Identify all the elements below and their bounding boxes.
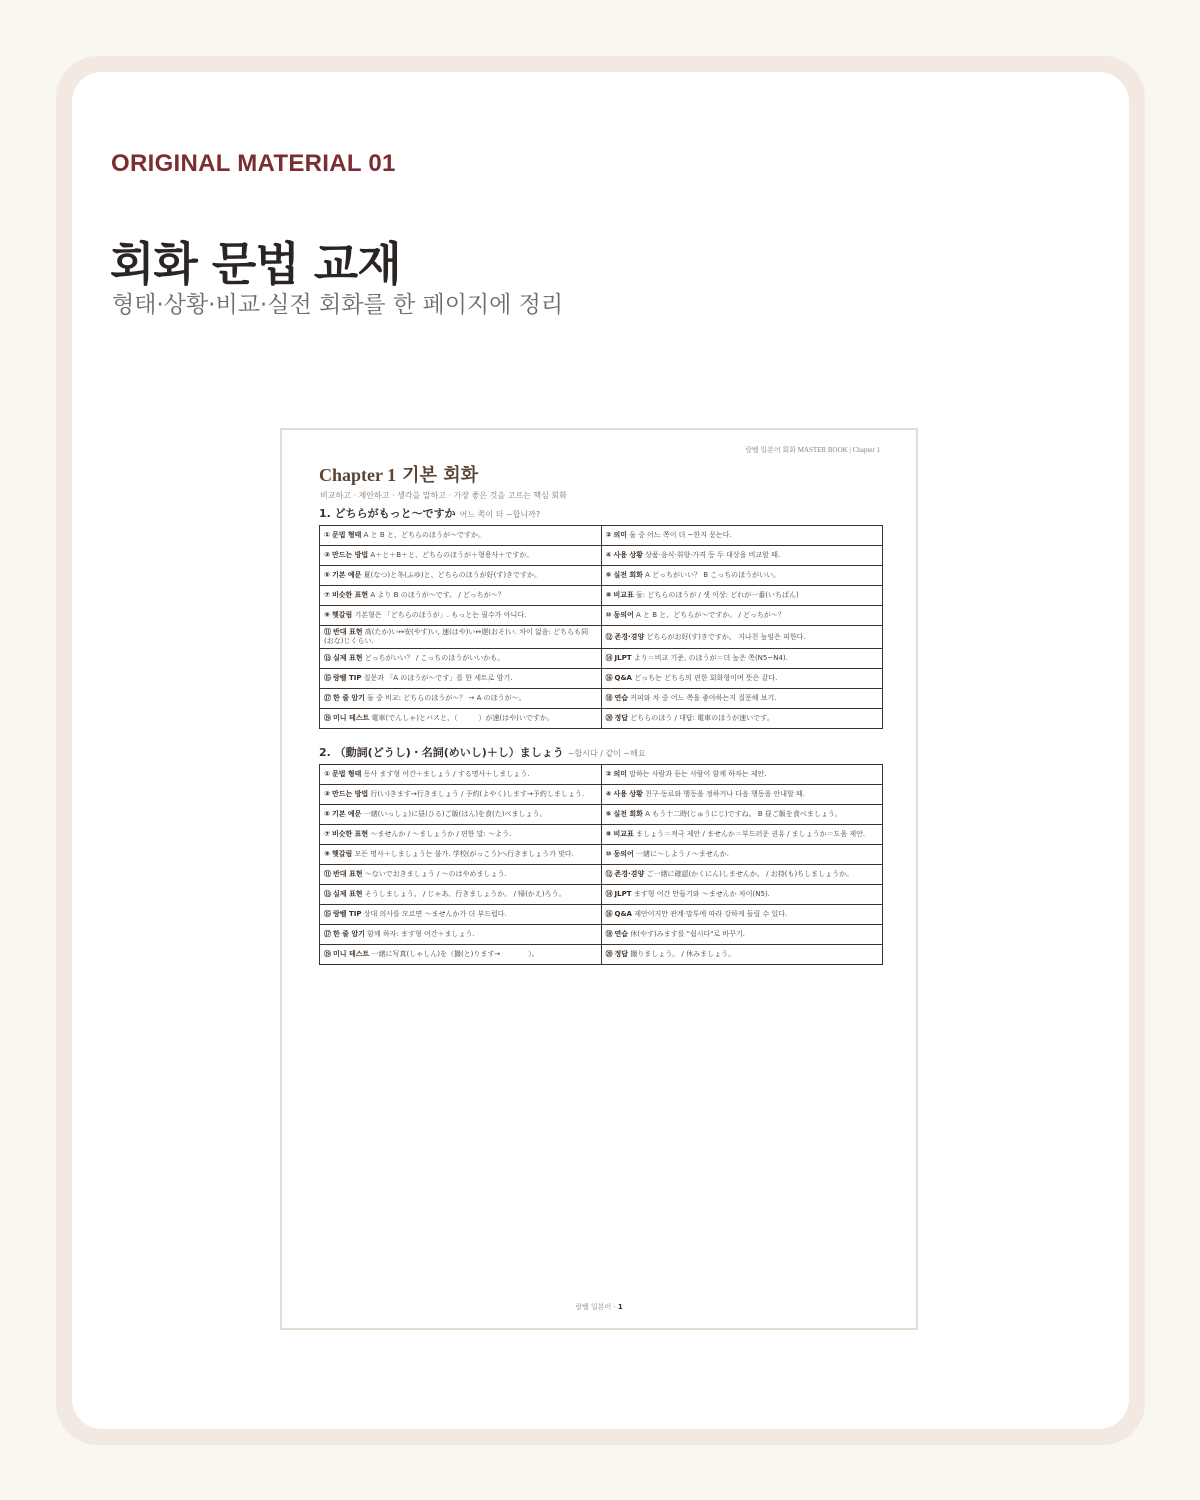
table-cell xyxy=(320,566,602,586)
item-number: ① xyxy=(324,770,330,778)
item-key: 정답 xyxy=(614,950,629,958)
page-title: 회화 문법 교재 xyxy=(110,237,401,291)
item-number: ⑯ xyxy=(605,674,613,682)
table-cell xyxy=(601,526,883,546)
item-text: 둘 중 비교: どちらのほうが〜？ → A のほうが〜。 xyxy=(367,694,526,702)
item-number: ① xyxy=(324,531,330,539)
table-cell xyxy=(601,825,883,845)
item-text: 一緒(いっしょ)に昼(ひる)ご飯(はん)を食(た)べましょう。 xyxy=(363,810,547,818)
item-key: 연습 xyxy=(614,694,629,702)
item-text: そうしましょう。 / じゃあ、行きましょうか。 / 帰(かえ)ろう。 xyxy=(364,890,566,898)
item-key: 실전 회화 xyxy=(613,810,643,818)
table-cell xyxy=(601,785,883,805)
item-key: 존경·겸양 xyxy=(614,632,645,641)
item-text: 夏(なつ)と冬(ふゆ)と、どちらのほうが好(す)きですか。 xyxy=(363,571,542,579)
item-key: 반대 표현 xyxy=(333,870,363,878)
item-key: 정답 xyxy=(614,714,629,722)
item-key: JLPT xyxy=(614,890,632,898)
grammar-table xyxy=(319,764,883,965)
table-cell xyxy=(601,566,883,586)
item-number: ⑦ xyxy=(324,830,330,838)
item-key: 실제 표현 xyxy=(333,654,363,662)
table-cell xyxy=(320,905,602,925)
running-head: 랑벨 일본어 회화 MASTER BOOK | Chapter 1 xyxy=(745,446,880,454)
item-text: どっちがいい？ / こっちのほうがいいかも。 xyxy=(364,654,505,662)
item-number: ⑥ xyxy=(605,810,612,818)
table-cell xyxy=(601,865,883,885)
item-number: ⑳ xyxy=(605,714,613,722)
grammar-table-body xyxy=(320,526,883,729)
table-row xyxy=(320,945,883,965)
document-preview xyxy=(280,428,918,1330)
item-key: 한 줄 암기 xyxy=(333,694,365,702)
chapter-label: Chapter 1 xyxy=(319,465,397,485)
table-cell xyxy=(320,689,602,709)
item-number: ⑳ xyxy=(605,950,613,958)
item-text: A＋と＋B＋と、どちらのほうが＋형용사＋ですか。 xyxy=(370,551,534,559)
item-text: どちらがお好(す)きですか。 지나친 높임은 피한다. xyxy=(646,632,806,641)
table-cell xyxy=(320,546,602,566)
item-number: ⑦ xyxy=(324,591,330,599)
table-row xyxy=(320,925,883,945)
item-text: 상품·음식·취향·가격 등 두 대상을 비교할 때. xyxy=(645,551,781,559)
item-text: ご一緒に確認(かくにん)しませんか。 / お持(も)ちしましょうか。 xyxy=(646,870,854,878)
item-key: 실전 회화 xyxy=(613,571,643,579)
table-cell xyxy=(320,945,602,965)
item-key: Q&A xyxy=(614,674,632,682)
item-key: 기본 예문 xyxy=(331,571,362,579)
item-text: 行(い)きます→行きましょう / 予約(よやく)します→予約しましょう. xyxy=(370,790,585,798)
table-cell xyxy=(601,649,883,669)
table-row xyxy=(320,546,883,566)
item-number: ⑪ xyxy=(324,870,331,878)
item-key: 헷갈림 xyxy=(331,611,353,619)
table-cell xyxy=(320,925,602,945)
footer-brand: 랑벨 일본어 xyxy=(575,1303,612,1311)
item-text: 둘 중 어느 쪽이 더 ~한지 묻는다. xyxy=(629,531,732,539)
item-text: より＝비교 기준, のほうが＝더 높은 쪽(N5~N4). xyxy=(633,654,788,662)
table-cell xyxy=(601,905,883,925)
item-number: ② xyxy=(605,770,612,778)
section-gloss: 어느 쪽이 더 ~합니까? xyxy=(459,510,541,519)
item-text: 一緒に写真(しゃしん)を（撮(と)ります→ ）。 xyxy=(371,950,539,958)
item-text: A と B と、どちらのほうが〜ですか。 xyxy=(363,531,485,539)
item-number: ⑩ xyxy=(605,850,612,858)
item-text: 말하는 사람과 듣는 사람이 함께 하자는 제안. xyxy=(629,770,767,778)
item-number: ⑱ xyxy=(605,930,613,938)
item-text: A どっちがいい？ B こっちのほうがいい。 xyxy=(645,571,781,579)
table-cell xyxy=(601,765,883,785)
table-cell xyxy=(320,865,602,885)
item-text: 기본형은 「どちらのほうが」. もっと는 필수가 아니다. xyxy=(354,611,527,619)
section-title: 1. どちらがもっと〜ですか xyxy=(319,507,456,520)
item-text: A と B と、どちらが〜ですか。 / どっちが〜？ xyxy=(635,611,785,619)
chapter-title xyxy=(319,461,478,487)
table-row xyxy=(320,885,883,905)
section-heading xyxy=(319,744,646,760)
item-key: 만드는 방법 xyxy=(331,790,369,798)
grammar-table xyxy=(319,525,883,729)
item-key: 기본 예문 xyxy=(331,810,362,818)
item-text: 〜ませんか / 〜ましょうか / 편한 말: 〜よう. xyxy=(370,830,512,838)
table-cell xyxy=(320,669,602,689)
item-number: ⑤ xyxy=(324,810,330,818)
item-key: 비슷한 표현 xyxy=(331,830,369,838)
item-text: 둘: どちらのほうが / 셋 이상: どれが一番(いちばん) xyxy=(635,591,799,599)
item-number: ⑪ xyxy=(324,628,331,636)
item-text: 모든 명사＋しましょう는 불가. 学校(がっこう)へ行きましょう가 맞다. xyxy=(354,850,574,858)
section-gloss: ~합시다 / 같이 ~해요 xyxy=(567,749,646,758)
table-cell xyxy=(601,925,883,945)
item-text: A もう十二時(じゅうにじ)ですね。 B 昼ご飯を食べましょう。 xyxy=(645,810,842,818)
item-number: ⑨ xyxy=(324,611,330,619)
item-text: 一緒に〜しよう / 〜ませんか. xyxy=(635,850,730,858)
table-cell xyxy=(320,825,602,845)
item-text: 〜ないでおきましょう / 〜のはやめましょう. xyxy=(364,870,507,878)
table-row xyxy=(320,669,883,689)
item-key: 의미 xyxy=(613,531,627,539)
item-text: A より B のほうが〜です。 / どっちが〜？ xyxy=(370,591,505,599)
table-cell xyxy=(601,606,883,626)
item-number: ⑮ xyxy=(324,674,331,682)
table-cell xyxy=(320,606,602,626)
table-cell xyxy=(320,526,602,546)
item-number: ⑰ xyxy=(324,694,331,702)
table-row xyxy=(320,649,883,669)
item-text: 電車(でんしゃ)とバスと、（ ）が速(はや)いですか。 xyxy=(371,714,554,722)
item-number: ⑧ xyxy=(605,830,612,838)
table-row xyxy=(320,805,883,825)
table-row xyxy=(320,865,883,885)
item-text: 제안이지만 관계·말투에 따라 강하게 들릴 수 있다. xyxy=(634,910,788,918)
item-key: 의미 xyxy=(613,770,627,778)
item-key: 비교표 xyxy=(613,830,634,838)
item-key: 랑벨 TIP xyxy=(333,910,362,918)
item-number: ⑧ xyxy=(605,591,612,599)
item-key: 연습 xyxy=(614,930,629,938)
item-number: ③ xyxy=(324,790,330,798)
item-key: 존경·겸양 xyxy=(614,870,645,878)
table-row xyxy=(320,765,883,785)
item-key: 실제 표현 xyxy=(333,890,363,898)
table-cell xyxy=(320,709,602,729)
table-cell xyxy=(601,805,883,825)
table-row xyxy=(320,825,883,845)
item-number: ④ xyxy=(605,790,612,798)
item-text: どっち는 どちら의 편한 회화형이며 뜻은 같다. xyxy=(634,674,778,682)
item-number: ⑨ xyxy=(324,850,330,858)
table-cell xyxy=(601,945,883,965)
item-text: 撮りましょう。 / 休みましょう。 xyxy=(630,950,736,958)
item-number: ⑩ xyxy=(605,611,612,619)
page-subtitle: 형태·상황·비교·실전 회화를 한 페이지에 정리 xyxy=(112,292,564,318)
item-number: ⑯ xyxy=(605,910,613,918)
table-cell xyxy=(320,885,602,905)
table-cell xyxy=(601,586,883,606)
item-number: ⑫ xyxy=(605,870,613,878)
item-key: 랑벨 TIP xyxy=(333,674,362,682)
eyebrow-label: ORIGINAL MATERIAL 01 xyxy=(111,150,396,177)
item-text: どちらのほう / 대답: 電車のほうが速いです。 xyxy=(630,714,774,722)
item-text: 질문과 「A のほうが〜です」를 한 세트로 암기. xyxy=(363,674,513,682)
item-key: 미니 테스트 xyxy=(333,714,370,722)
item-number: ⑲ xyxy=(324,950,331,958)
table-cell xyxy=(601,669,883,689)
item-key: 사용 상황 xyxy=(613,790,643,798)
item-key: 동의어 xyxy=(613,611,634,619)
table-row xyxy=(320,845,883,865)
item-key: 한 줄 암기 xyxy=(333,930,365,938)
section-title: 2. （動詞(どうし)・名詞(めいし)＋し）ましょう xyxy=(319,746,564,759)
item-key: 미니 테스트 xyxy=(333,950,370,958)
item-text: ます형 어간 만들기와 〜ませんか 차이(N5). xyxy=(633,890,770,898)
table-cell xyxy=(320,765,602,785)
item-key: 비교표 xyxy=(613,591,634,599)
item-text: 친구·동료와 행동을 정하거나 다음 행동을 안내할 때. xyxy=(645,790,805,798)
item-number: ⑭ xyxy=(605,890,613,898)
item-number: ② xyxy=(605,531,612,539)
table-row xyxy=(320,626,883,649)
page-footer: 랑벨 일본어 · 1 xyxy=(575,1303,623,1311)
item-key: Q&A xyxy=(614,910,632,918)
item-key: 헷갈림 xyxy=(331,850,353,858)
item-number: ⑥ xyxy=(605,571,612,579)
item-key: 동의어 xyxy=(613,850,634,858)
item-number: ⑫ xyxy=(605,632,613,641)
item-number: ③ xyxy=(324,551,330,559)
item-number: ⑬ xyxy=(324,890,331,898)
item-text: 커피와 차 중 어느 쪽을 좋아하는지 질문해 보기. xyxy=(630,694,777,702)
table-cell xyxy=(601,689,883,709)
table-row xyxy=(320,905,883,925)
table-cell xyxy=(320,785,602,805)
item-number: ⑮ xyxy=(324,910,331,918)
table-cell xyxy=(601,626,883,649)
item-text: 상대 의사를 모르면 〜ませんか가 더 부드럽다. xyxy=(363,910,507,918)
item-number: ⑰ xyxy=(324,930,331,938)
table-cell xyxy=(320,649,602,669)
item-key: 반대 표현 xyxy=(333,628,363,636)
item-key: 문법 형태 xyxy=(331,770,362,778)
page-number: 1 xyxy=(617,1303,623,1311)
table-cell xyxy=(601,885,883,905)
item-text: ましょう＝적극 제안 / ませんか＝부드러운 권유 / ましょうか＝도움 제안. xyxy=(635,830,866,838)
item-number: ④ xyxy=(605,551,612,559)
table-row xyxy=(320,785,883,805)
item-key: 비슷한 표현 xyxy=(331,591,369,599)
table-cell xyxy=(320,805,602,825)
table-row xyxy=(320,689,883,709)
section-heading xyxy=(319,505,540,521)
item-number: ⑱ xyxy=(605,694,613,702)
chapter-name: 기본 회화 xyxy=(402,465,478,486)
item-text: 高(たか)い↔安(やす)い, 速(はや)い↔遅(おそ)い. 차이 없음: どちらも同(おな)じくらい. xyxy=(324,628,589,645)
table-cell xyxy=(601,709,883,729)
table-cell xyxy=(320,626,602,649)
item-key: 만드는 방법 xyxy=(331,551,369,559)
table-row xyxy=(320,526,883,546)
table-cell xyxy=(320,586,602,606)
item-text: 함께 하자: ます형 어간＋ましょう. xyxy=(367,930,475,938)
table-row xyxy=(320,586,883,606)
item-number: ⑤ xyxy=(324,571,330,579)
item-key: JLPT xyxy=(614,654,632,662)
grammar-table-body xyxy=(320,765,883,965)
item-key: 문법 형태 xyxy=(331,531,362,539)
item-number: ⑭ xyxy=(605,654,613,662)
item-text: 休(やす)みます를 "쉽시다"로 바꾸기. xyxy=(630,930,745,938)
table-cell xyxy=(320,845,602,865)
table-cell xyxy=(601,845,883,865)
item-number: ⑬ xyxy=(324,654,331,662)
table-row xyxy=(320,606,883,626)
table-row xyxy=(320,566,883,586)
table-row xyxy=(320,709,883,729)
chapter-subtitle: 비교하고 · 제안하고 · 생각을 말하고 · 가장 좋은 것을 고르는 핵심 회화 xyxy=(320,491,567,500)
item-text: 동사 ます형 어간＋ましょう / する명사＋しましょう. xyxy=(363,770,530,778)
item-number: ⑲ xyxy=(324,714,331,722)
table-cell xyxy=(601,546,883,566)
item-key: 사용 상황 xyxy=(613,551,643,559)
